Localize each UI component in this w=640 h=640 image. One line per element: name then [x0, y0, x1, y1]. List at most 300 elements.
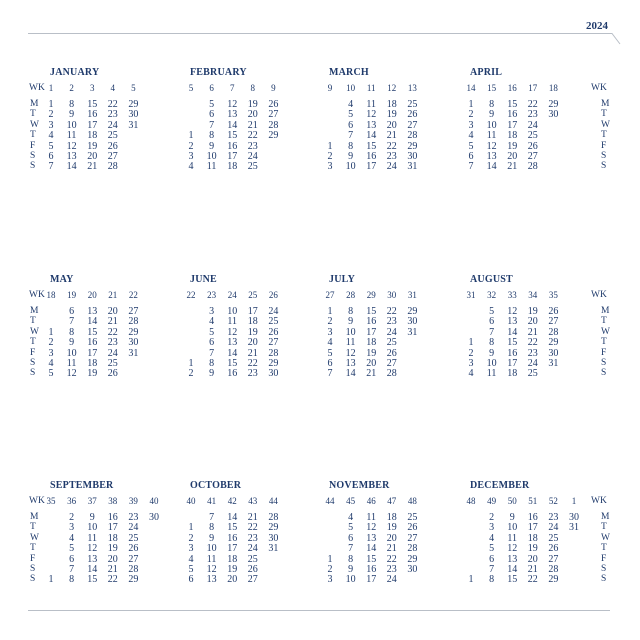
day-cell: 10	[227, 306, 238, 317]
day-label-left: S	[30, 564, 36, 574]
day-cell: 3	[48, 347, 54, 359]
day-cell: 12	[66, 368, 77, 380]
day-cell: 27	[548, 553, 559, 565]
day-cell: 25	[527, 130, 538, 142]
day-cell: 21	[386, 543, 397, 555]
day-cell: 16	[87, 337, 98, 349]
day-cell: 29	[548, 337, 559, 349]
day-cell: 20	[366, 358, 377, 369]
day-cell: 6	[489, 316, 495, 328]
day-cell: 24	[247, 151, 258, 162]
day-cell: 15	[227, 522, 238, 534]
day-cell: 23	[107, 337, 118, 349]
day-cell: 24	[527, 119, 538, 131]
day-cell: 1	[188, 358, 194, 369]
week-number: 51	[528, 496, 538, 506]
day-cell: 30	[128, 109, 139, 121]
day-cell: 11	[366, 512, 376, 523]
day-label-right: W	[601, 119, 610, 130]
day-cell: 15	[507, 99, 518, 110]
day-cell: 2	[468, 109, 474, 121]
day-cell: 1	[48, 574, 54, 586]
day-label-right: M	[601, 512, 610, 522]
day-label-left: W	[30, 119, 39, 130]
day-cell: 8	[209, 522, 215, 534]
day-cell: 15	[507, 337, 518, 349]
day-cell: 19	[386, 109, 397, 121]
day-cell: 24	[268, 306, 279, 317]
day-cell: 2	[69, 512, 75, 523]
day-cell: 11	[206, 161, 217, 173]
day-cell: 16	[366, 564, 377, 575]
day-cell: 15	[227, 358, 238, 369]
day-cell: 22	[247, 522, 258, 534]
day-cell: 6	[48, 151, 54, 162]
day-cell: 31	[407, 161, 418, 173]
day-cell: 25	[107, 358, 118, 369]
day-cell: 6	[468, 151, 474, 162]
day-cell: 27	[268, 109, 279, 121]
day-cell: 23	[386, 316, 397, 328]
day-cell: 20	[386, 532, 397, 544]
day-cell: 3	[468, 358, 474, 369]
month-name-february: FEBRUARY	[190, 67, 247, 78]
week-number: 39	[128, 496, 138, 506]
day-cell: 11	[87, 532, 97, 544]
day-cell: 2	[48, 109, 54, 121]
day-cell: 30	[268, 368, 279, 380]
week-number: 42	[227, 496, 237, 506]
day-cell: 23	[247, 532, 258, 544]
day-cell: 29	[268, 358, 279, 369]
day-cell: 13	[206, 574, 217, 586]
day-cell: 7	[48, 161, 54, 173]
day-cell: 23	[247, 368, 258, 380]
week-number: 7	[229, 83, 235, 93]
day-label-left: T	[30, 522, 36, 533]
day-cell: 23	[386, 151, 397, 162]
day-cell: 9	[509, 512, 515, 523]
day-cell: 12	[227, 99, 238, 110]
day-cell: 27	[268, 337, 279, 349]
day-cell: 8	[69, 99, 75, 110]
day-cell: 6	[188, 574, 194, 586]
day-cell: 6	[348, 119, 354, 131]
week-number: 13	[407, 83, 417, 93]
day-cell: 14	[366, 130, 377, 142]
day-cell: 29	[268, 130, 279, 142]
day-cell: 5	[209, 99, 215, 110]
day-label-right: S	[601, 368, 607, 379]
day-cell: 15	[366, 553, 377, 565]
day-cell: 3	[48, 119, 54, 131]
day-cell: 17	[227, 543, 238, 555]
day-cell: 15	[507, 574, 518, 586]
day-cell: 25	[247, 161, 258, 173]
day-cell: 7	[209, 119, 215, 131]
day-cell: 14	[486, 161, 497, 173]
day-cell: 29	[268, 522, 279, 534]
day-label-left: T	[30, 316, 36, 327]
day-cell: 9	[209, 532, 215, 544]
day-cell: 27	[407, 532, 418, 544]
day-cell: 23	[107, 109, 118, 121]
day-cell: 31	[128, 119, 139, 131]
day-cell: 4	[348, 512, 354, 523]
day-cell: 1	[468, 574, 474, 586]
day-cell: 30	[407, 564, 418, 575]
day-cell: 31	[548, 358, 559, 369]
week-label-right: WK	[591, 496, 607, 506]
week-number: 48	[466, 496, 476, 506]
day-cell: 14	[345, 368, 356, 380]
day-label-left: S	[30, 161, 36, 172]
month-name-october: OCTOBER	[190, 480, 242, 491]
day-cell: 10	[66, 347, 77, 359]
week-label-right: WK	[591, 290, 607, 300]
day-cell: 27	[247, 574, 258, 586]
day-cell: 17	[366, 574, 377, 586]
day-cell: 25	[386, 337, 397, 349]
day-cell: 19	[527, 306, 538, 317]
day-cell: 22	[386, 140, 397, 152]
day-cell: 17	[527, 522, 538, 534]
day-cell: 14	[66, 161, 77, 173]
day-cell: 29	[128, 574, 139, 586]
day-cell: 20	[87, 151, 98, 162]
day-cell: 12	[227, 326, 238, 338]
day-cell: 15	[87, 574, 98, 586]
day-cell: 1	[327, 140, 333, 152]
day-cell: 17	[247, 306, 258, 317]
day-cell: 20	[247, 109, 258, 121]
month-name-august: AUGUST	[470, 274, 513, 285]
day-cell: 9	[209, 140, 215, 152]
day-cell: 18	[87, 130, 98, 142]
week-label-left: WK	[29, 496, 45, 506]
day-cell: 21	[247, 347, 258, 359]
day-cell: 19	[107, 543, 118, 555]
week-number: 14	[466, 83, 476, 93]
day-cell: 3	[468, 119, 474, 131]
day-cell: 24	[386, 326, 397, 338]
day-cell: 12	[366, 522, 377, 534]
week-number: 25	[248, 290, 258, 300]
day-cell: 29	[548, 99, 559, 110]
day-cell: 19	[507, 140, 518, 152]
day-cell: 7	[209, 512, 215, 523]
day-cell: 26	[386, 347, 397, 359]
day-cell: 13	[66, 151, 77, 162]
day-cell: 21	[87, 161, 98, 173]
day-cell: 13	[87, 306, 98, 317]
day-cell: 30	[407, 151, 418, 162]
day-cell: 14	[366, 543, 377, 555]
week-number: 18	[548, 83, 558, 93]
day-cell: 11	[486, 368, 497, 380]
day-cell: 31	[128, 347, 139, 359]
week-number: 40	[186, 496, 196, 506]
day-cell: 8	[489, 574, 495, 586]
day-cell: 4	[348, 99, 354, 110]
day-cell: 13	[345, 358, 356, 369]
day-cell: 14	[87, 316, 98, 328]
day-cell: 28	[128, 564, 139, 575]
day-cell: 22	[107, 574, 118, 586]
day-cell: 20	[227, 574, 238, 586]
day-cell: 23	[128, 512, 139, 523]
day-cell: 18	[386, 512, 397, 523]
day-cell: 22	[247, 130, 258, 142]
day-cell: 19	[227, 564, 238, 575]
day-cell: 28	[386, 368, 397, 380]
day-cell: 12	[507, 543, 518, 555]
day-cell: 5	[348, 522, 354, 534]
week-number: 10	[346, 83, 356, 93]
week-number: 20	[87, 290, 97, 300]
day-cell: 6	[209, 337, 215, 349]
day-cell: 4	[69, 532, 75, 544]
week-number: 37	[87, 496, 97, 506]
day-cell: 29	[407, 140, 418, 152]
week-number: 24	[227, 290, 237, 300]
day-cell: 16	[227, 140, 238, 152]
day-cell: 3	[489, 522, 495, 534]
day-label-right: F	[601, 347, 607, 358]
day-cell: 16	[107, 512, 118, 523]
week-number: 19	[67, 290, 77, 300]
day-cell: 31	[407, 326, 418, 338]
day-label-left: W	[30, 532, 39, 543]
week-number: 36	[67, 496, 77, 506]
week-number: 23	[207, 290, 217, 300]
day-cell: 16	[507, 347, 518, 359]
day-cell: 5	[209, 326, 215, 338]
day-label-right: S	[601, 161, 607, 172]
day-cell: 2	[188, 532, 194, 544]
day-cell: 21	[527, 564, 538, 575]
day-cell: 1	[468, 337, 474, 349]
day-cell: 28	[407, 130, 418, 142]
day-cell: 14	[87, 564, 98, 575]
day-cell: 25	[527, 368, 538, 380]
week-label-left: WK	[29, 290, 45, 300]
day-label-left: F	[30, 347, 36, 358]
day-cell: 8	[348, 553, 354, 565]
day-cell: 30	[569, 512, 579, 523]
day-cell: 22	[527, 337, 538, 349]
week-number: 26	[268, 290, 278, 300]
day-cell: 29	[407, 306, 418, 317]
day-cell: 25	[407, 99, 418, 110]
week-number: 27	[325, 290, 335, 300]
day-label-left: M	[30, 306, 39, 316]
day-cell: 17	[507, 358, 518, 369]
week-number: 47	[387, 496, 397, 506]
day-cell: 20	[527, 316, 538, 328]
day-label-right: F	[601, 553, 607, 564]
day-cell: 9	[209, 368, 215, 380]
day-cell: 27	[128, 553, 139, 565]
day-cell: 25	[407, 512, 418, 523]
day-cell: 21	[107, 564, 118, 575]
day-cell: 20	[107, 306, 118, 317]
day-cell: 7	[348, 130, 354, 142]
day-cell: 10	[206, 151, 217, 162]
day-cell: 13	[486, 151, 497, 162]
day-cell: 16	[87, 109, 98, 121]
day-label-left: T	[30, 109, 36, 120]
day-cell: 7	[468, 161, 474, 173]
month-name-december: DECEMBER	[470, 480, 530, 491]
day-cell: 20	[527, 553, 538, 565]
year-label: 2024	[586, 20, 608, 32]
day-cell: 26	[527, 140, 538, 152]
day-cell: 12	[366, 109, 377, 121]
day-cell: 26	[548, 543, 559, 555]
week-number: 33	[507, 290, 517, 300]
day-cell: 27	[527, 151, 538, 162]
day-cell: 4	[209, 316, 215, 328]
day-cell: 12	[345, 347, 356, 359]
week-number: 50	[507, 496, 517, 506]
day-cell: 3	[69, 522, 75, 534]
day-cell: 15	[366, 140, 377, 152]
week-number: 5	[188, 83, 194, 93]
week-number: 48	[407, 496, 417, 506]
day-cell: 6	[489, 553, 495, 565]
day-cell: 5	[489, 543, 495, 555]
day-cell: 17	[107, 522, 118, 534]
day-cell: 22	[107, 99, 118, 110]
day-cell: 12	[87, 543, 98, 555]
day-cell: 9	[348, 316, 354, 328]
day-cell: 24	[548, 522, 559, 534]
week-number: 30	[387, 290, 397, 300]
day-cell: 26	[268, 326, 279, 338]
day-cell: 5	[48, 368, 54, 380]
day-cell: 9	[348, 564, 354, 575]
day-cell: 6	[69, 306, 75, 317]
day-cell: 23	[247, 140, 258, 152]
month-name-july: JULY	[329, 274, 355, 285]
day-cell: 29	[548, 574, 559, 586]
day-label-left: S	[30, 574, 36, 585]
day-cell: 26	[107, 368, 118, 380]
day-label-right: S	[601, 151, 607, 161]
week-number: 11	[366, 83, 376, 93]
day-cell: 11	[486, 130, 497, 142]
day-cell: 11	[66, 130, 77, 142]
week-number: 12	[387, 83, 397, 93]
day-cell: 28	[128, 316, 139, 328]
week-number: 31	[466, 290, 476, 300]
day-cell: 14	[507, 564, 518, 575]
day-cell: 15	[227, 130, 238, 142]
day-label-left: M	[30, 512, 39, 522]
week-number: 43	[248, 496, 258, 506]
day-cell: 6	[209, 109, 215, 121]
day-cell: 22	[107, 326, 118, 338]
week-number: 1	[48, 83, 54, 93]
day-cell: 3	[327, 326, 333, 338]
week-number: 41	[207, 496, 217, 506]
day-cell: 15	[366, 306, 377, 317]
day-cell: 18	[386, 99, 397, 110]
day-cell: 14	[227, 347, 238, 359]
day-cell: 21	[366, 368, 377, 380]
week-number: 21	[108, 290, 118, 300]
day-cell: 5	[69, 543, 75, 555]
day-cell: 8	[209, 130, 215, 142]
week-number: 49	[487, 496, 497, 506]
day-cell: 25	[548, 532, 559, 544]
day-cell: 5	[348, 109, 354, 121]
week-number: 5	[131, 83, 136, 93]
day-cell: 3	[188, 151, 194, 162]
day-cell: 20	[247, 337, 258, 349]
day-cell: 5	[188, 564, 194, 575]
day-cell: 13	[366, 532, 377, 544]
day-cell: 8	[348, 306, 354, 317]
week-label-left: WK	[29, 83, 45, 93]
day-cell: 4	[468, 130, 474, 142]
day-cell: 8	[489, 337, 495, 349]
day-cell: 9	[489, 347, 495, 359]
day-cell: 10	[345, 326, 356, 338]
week-number: 8	[250, 83, 256, 93]
day-cell: 2	[327, 316, 333, 328]
week-number: 44	[268, 496, 278, 506]
day-cell: 15	[87, 326, 98, 338]
day-cell: 26	[407, 522, 418, 534]
week-number: 16	[507, 83, 517, 93]
day-cell: 22	[527, 99, 538, 110]
day-cell: 25	[128, 532, 139, 544]
month-name-april: APRIL	[470, 67, 503, 78]
day-label-left: S	[30, 358, 36, 368]
day-cell: 2	[48, 337, 54, 349]
day-cell: 19	[386, 522, 397, 534]
day-cell: 9	[89, 512, 95, 523]
day-cell: 19	[247, 99, 258, 110]
day-label-left: T	[30, 337, 36, 348]
day-cell: 27	[386, 358, 397, 369]
day-cell: 7	[69, 564, 75, 575]
day-cell: 29	[407, 553, 418, 565]
day-cell: 6	[327, 358, 333, 369]
day-cell: 25	[268, 316, 279, 328]
day-cell: 16	[527, 512, 538, 523]
month-name-january: JANUARY	[50, 67, 100, 78]
day-cell: 4	[468, 368, 474, 380]
day-cell: 23	[527, 347, 538, 359]
day-cell: 17	[366, 161, 377, 173]
day-cell: 10	[486, 119, 497, 131]
day-cell: 12	[507, 306, 518, 317]
day-cell: 29	[128, 326, 139, 338]
week-label-right: WK	[591, 83, 607, 93]
day-label-right: T	[601, 130, 607, 141]
day-cell: 15	[87, 99, 98, 110]
day-cell: 11	[206, 553, 217, 565]
day-cell: 18	[227, 161, 238, 173]
day-cell: 1	[468, 99, 474, 110]
day-cell: 7	[348, 543, 354, 555]
day-label-left: F	[30, 553, 36, 564]
day-cell: 9	[69, 337, 75, 349]
day-cell: 9	[489, 109, 495, 121]
